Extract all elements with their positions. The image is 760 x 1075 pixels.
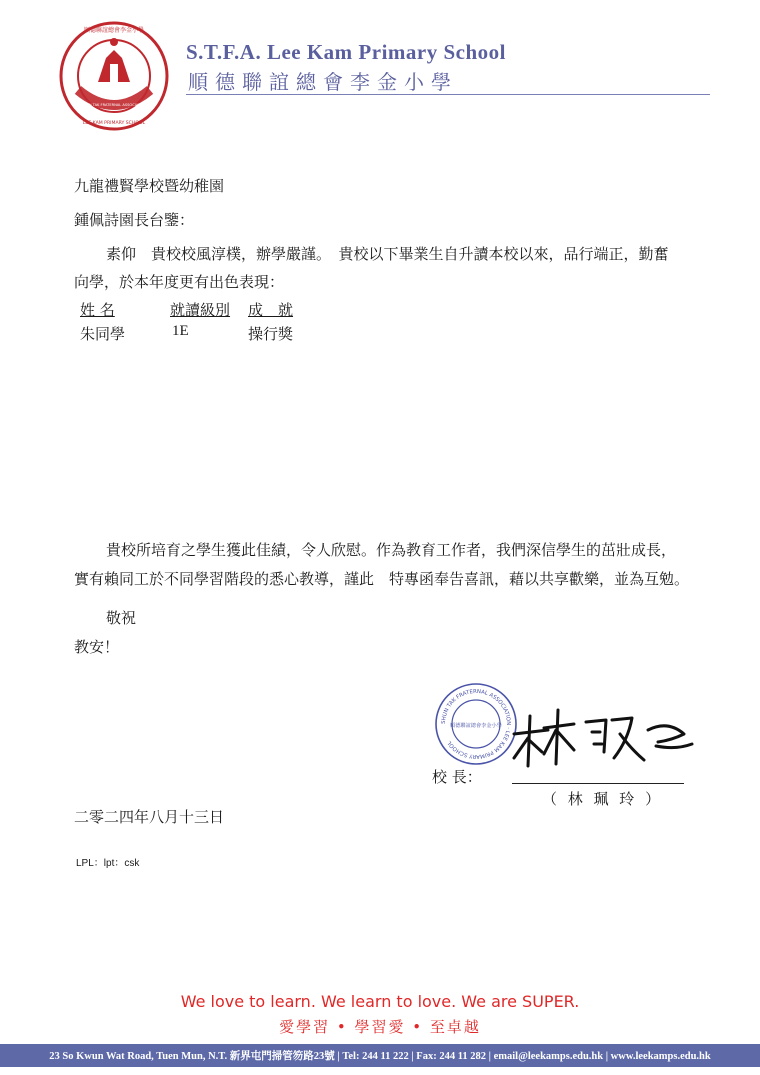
logo-text-top: 順德聯誼總會李金小學	[83, 27, 145, 34]
header-divider	[186, 94, 710, 95]
paragraph-1-line-1: 素仰 貴校校風淳樸，辦學嚴謹。 貴校以下畢業生自升讀本校以來，品行端正，勤奮	[106, 245, 669, 263]
signature-line	[512, 783, 684, 784]
logo-text-bottom: LEE KAM PRIMARY SCHOOL	[82, 121, 146, 126]
principal-name: （ 林 珮 玲 ）	[542, 790, 664, 808]
table-cell-class: 1E	[172, 323, 189, 339]
reference-code: LPL：lpt：csk	[76, 858, 140, 869]
letter-date: 二零二四年八月十三日	[74, 808, 225, 826]
recipient: 九龍禮賢學校暨幼稚園	[74, 177, 225, 195]
footer-contact: 23 So Kwun Wat Road, Tuen Mun, N.T. 新界屯門掃管笏路23號 | Tel: 244 11 222 | Fax: 244 11 282 | email@leekamps.edu.hk | www.leekamps.edu.hk	[49, 1051, 711, 1062]
closing-wish: 敬祝	[106, 609, 137, 627]
closing-greeting: 教安！	[74, 638, 120, 656]
logo-text-fraternal: SHUN TAK FRATERNAL ASSOCIATION	[81, 103, 147, 107]
table-header-achievement: 成 就	[248, 301, 294, 319]
seal-center-text: 順德聯誼總會李金小學	[450, 723, 502, 729]
table-header-name: 姓 名	[80, 301, 115, 319]
slogan-chinese: 愛學習 • 學習愛 • 至卓越	[279, 1018, 481, 1036]
table-cell-name: 朱同學	[80, 325, 126, 343]
seal-ring-text: SHUN TAK FRATERNAL ASSOCIATION · LEE KAM PRIMARY SCHOOL	[440, 688, 512, 760]
paragraph-2-line-2: 實有賴同工於不同學習階段的悉心教導，謹此 特專函奉告喜訊，藉以共享歡樂，並為互勉。	[74, 570, 690, 588]
slogan-english: We love to learn. We learn to love. We are SUPER.	[180, 992, 580, 1011]
salutation: 鍾佩詩園長台鑒：	[74, 211, 195, 229]
school-logo	[58, 20, 170, 132]
school-name-chinese: 順德聯誼總會李金小學	[188, 70, 458, 94]
handwritten-signature	[508, 700, 698, 780]
table-header-class: 就讀級別	[170, 301, 231, 319]
paragraph-1-line-2: 向學，於本年度更有出色表現：	[74, 273, 285, 291]
principal-label: 校 長：	[432, 768, 482, 786]
school-name-english: S.T.F.A. Lee Kam Primary School	[186, 40, 506, 64]
paragraph-2-line-1: 貴校所培育之學生獲此佳績，令人欣慰。作為教育工作者，我們深信學生的茁壯成長，	[106, 541, 677, 559]
school-seal	[434, 682, 518, 766]
table-cell-achievement: 操行獎	[248, 325, 294, 343]
